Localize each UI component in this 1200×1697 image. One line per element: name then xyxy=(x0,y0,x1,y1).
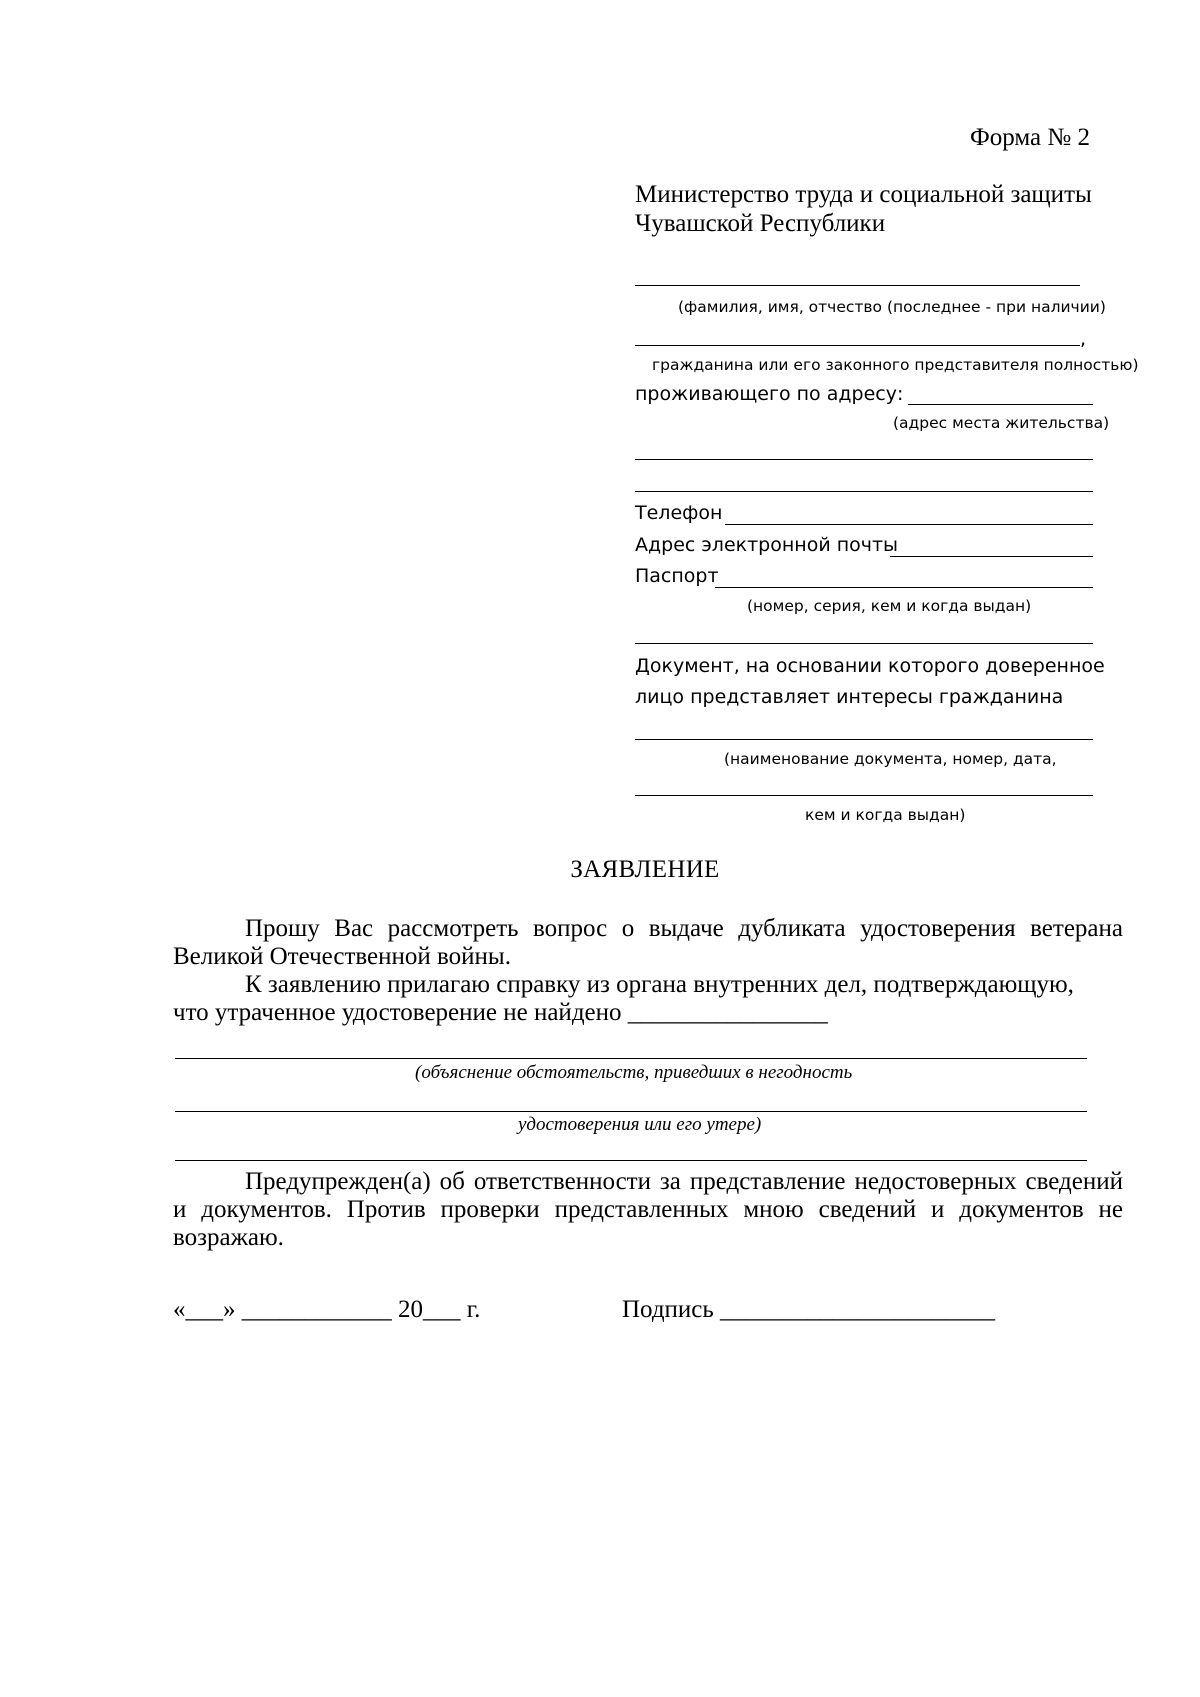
address-label: проживающего по адресу: xyxy=(635,383,904,405)
proxy-doc-line-1: Документ, на основании которого доверенное xyxy=(635,655,1105,677)
date-field[interactable]: «___» ____________ 20___ г. xyxy=(173,1296,481,1323)
proxy-doc-caption-1: (наименование документа, номер, дата, xyxy=(724,750,1057,768)
email-line[interactable] xyxy=(890,556,1093,557)
phone-line[interactable] xyxy=(725,524,1093,525)
proxy-doc-line-2: лицо представляет интересы гражданина xyxy=(635,686,1064,708)
fio-comma: , xyxy=(1080,328,1087,350)
passport-caption: (номер, серия, кем и когда выдан) xyxy=(747,597,1032,615)
fio-line[interactable] xyxy=(635,285,1080,286)
explanation-caption-2: удостоверения или его утере) xyxy=(518,1114,762,1135)
ministry-line-2: Чувашской Республики xyxy=(635,210,886,237)
document-title: ЗАЯВЛЕНИЕ xyxy=(570,856,720,883)
explanation-caption-1: (объяснение обстоятельств, приведших в негодность xyxy=(415,1062,853,1083)
ministry-name xyxy=(635,180,1155,238)
passport-label: Паспорт xyxy=(635,565,719,587)
proxy-doc-caption-2: кем и когда выдан) xyxy=(805,806,966,824)
passport-line-2[interactable] xyxy=(635,643,1093,644)
email-label: Адрес электронной почты xyxy=(635,534,899,556)
proxy-doc-line-2-field[interactable] xyxy=(635,795,1093,796)
signature-field[interactable]: Подпись ______________________ xyxy=(622,1296,996,1323)
form-number: Форма № 2 xyxy=(970,124,1090,151)
explanation-line-1[interactable] xyxy=(175,1058,1087,1059)
address-line[interactable] xyxy=(908,404,1093,405)
request-paragraph: Прошу Вас рассмотреть вопрос о выдаче дубликата удостоверения ветерана Великой Отечественной войны. xyxy=(173,915,1123,970)
proxy-doc-line[interactable] xyxy=(635,739,1093,740)
warning-paragraph: Предупрежден(а) об ответственности за представление недостоверных сведений и документов. Против проверки представленных мною сведений и документов не возражаю. xyxy=(173,1168,1123,1251)
citizen-caption: гражданина или его законного представителя полностью) xyxy=(652,356,1139,374)
passport-line[interactable] xyxy=(715,587,1093,588)
attachment-line-2: что утраченное удостоверение не найдено ________________ xyxy=(173,999,828,1026)
ministry-line-1: Министерство труда и социальной защиты xyxy=(635,181,1092,208)
fio-line-2[interactable] xyxy=(635,345,1080,346)
address-caption: (адрес места жительства) xyxy=(893,414,1110,432)
attachment-line-1: К заявлению прилагаю справку из органа внутренних дел, подтверждающую, xyxy=(245,971,1074,998)
fio-caption: (фамилия, имя, отчество (последнее - при наличии) xyxy=(678,298,1106,316)
explanation-line-2[interactable] xyxy=(175,1111,1087,1112)
phone-label: Телефон xyxy=(635,502,723,524)
explanation-line-3[interactable] xyxy=(175,1160,1087,1161)
address-line-3[interactable] xyxy=(635,491,1093,492)
address-line-2[interactable] xyxy=(635,459,1093,460)
